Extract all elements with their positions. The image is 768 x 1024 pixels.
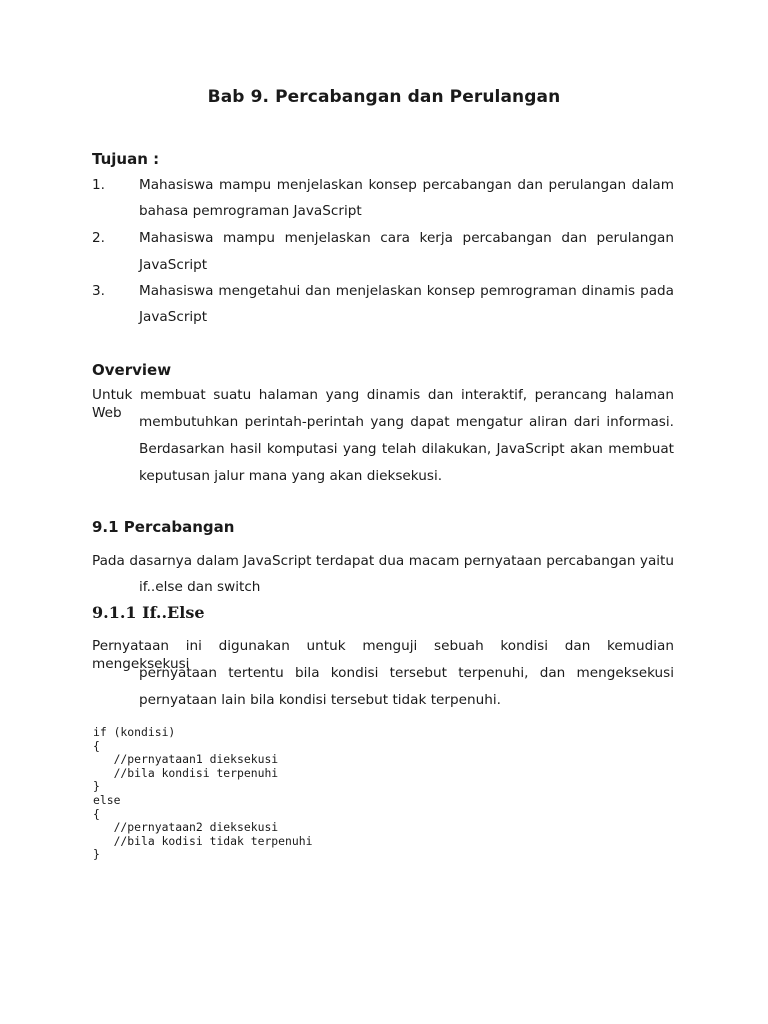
overview-line-1: Untuk membuat suatu halaman yang dinamis dan interaktif, perancang halaman Web (92, 387, 674, 421)
overview-line-2: membutuhkan perintah-perintah yang dapat mengatur aliran dari informasi. (139, 414, 674, 430)
code-line: //pernyataan2 dieksekusi (93, 820, 279, 835)
ifelse-heading: 9.1.1 If..Else (92, 603, 205, 622)
code-line: } (93, 779, 100, 794)
tujuan-item-3-line-1: Mahasiswa mengetahui dan menjelaskan konsep pemrograman dinamis pada (139, 283, 674, 299)
overview-heading: Overview (92, 361, 172, 379)
overview-line-3: Berdasarkan hasil komputasi yang telah dilakukan, JavaScript akan membuat (139, 441, 674, 457)
code-line: //bila kondisi terpenuhi (93, 765, 279, 780)
ifelse-line-2: pernyataan tertentu bila kondisi tersebut terpenuhi, dan mengeksekusi (139, 665, 674, 681)
percabangan-heading: 9.1 Percabangan (92, 518, 235, 536)
tujuan-item-2-line-1: Mahasiswa mampu menjelaskan cara kerja percabangan dan perulangan (139, 230, 674, 246)
code-block (93, 726, 312, 862)
code-line: //pernyataan1 dieksekusi (93, 752, 279, 767)
percabangan-line-1: Pada dasarnya dalam JavaScript terdapat dua macam pernyataan percabangan yaitu (92, 553, 674, 569)
chapter-title: Bab 9. Percabangan dan Perulangan (207, 87, 561, 107)
tujuan-heading: Tujuan : (92, 150, 160, 168)
tujuan-item-2-line-2: JavaScript (139, 257, 208, 273)
code-line: //bila kodisi tidak terpenuhi (93, 833, 313, 848)
code-line: { (93, 738, 100, 753)
tujuan-item-number-3: 3. (92, 283, 105, 299)
overview-line-4: keputusan jalur mana yang akan dieksekusi. (139, 468, 443, 484)
code-line: } (93, 847, 100, 862)
tujuan-item-number-2: 2. (92, 230, 105, 246)
tujuan-item-number-1: 1. (92, 177, 105, 193)
ifelse-line-3: pernyataan lain bila kondisi tersebut tidak terpenuhi. (139, 692, 501, 708)
tujuan-item-3-line-2: JavaScript (139, 309, 208, 325)
tujuan-item-1-line-1: Mahasiswa mampu menjelaskan konsep percabangan dan perulangan dalam (139, 177, 674, 193)
ifelse-line-1: Pernyataan ini digunakan untuk menguji sebuah kondisi dan kemudian mengeksekusi (92, 638, 674, 672)
code-line: { (93, 806, 100, 821)
tujuan-item-1-line-2: bahasa pemrograman JavaScript (139, 203, 362, 219)
code-line: if (kondisi) (93, 725, 176, 739)
code-line: else (93, 792, 121, 807)
percabangan-line-2: if..else dan switch (139, 579, 261, 595)
